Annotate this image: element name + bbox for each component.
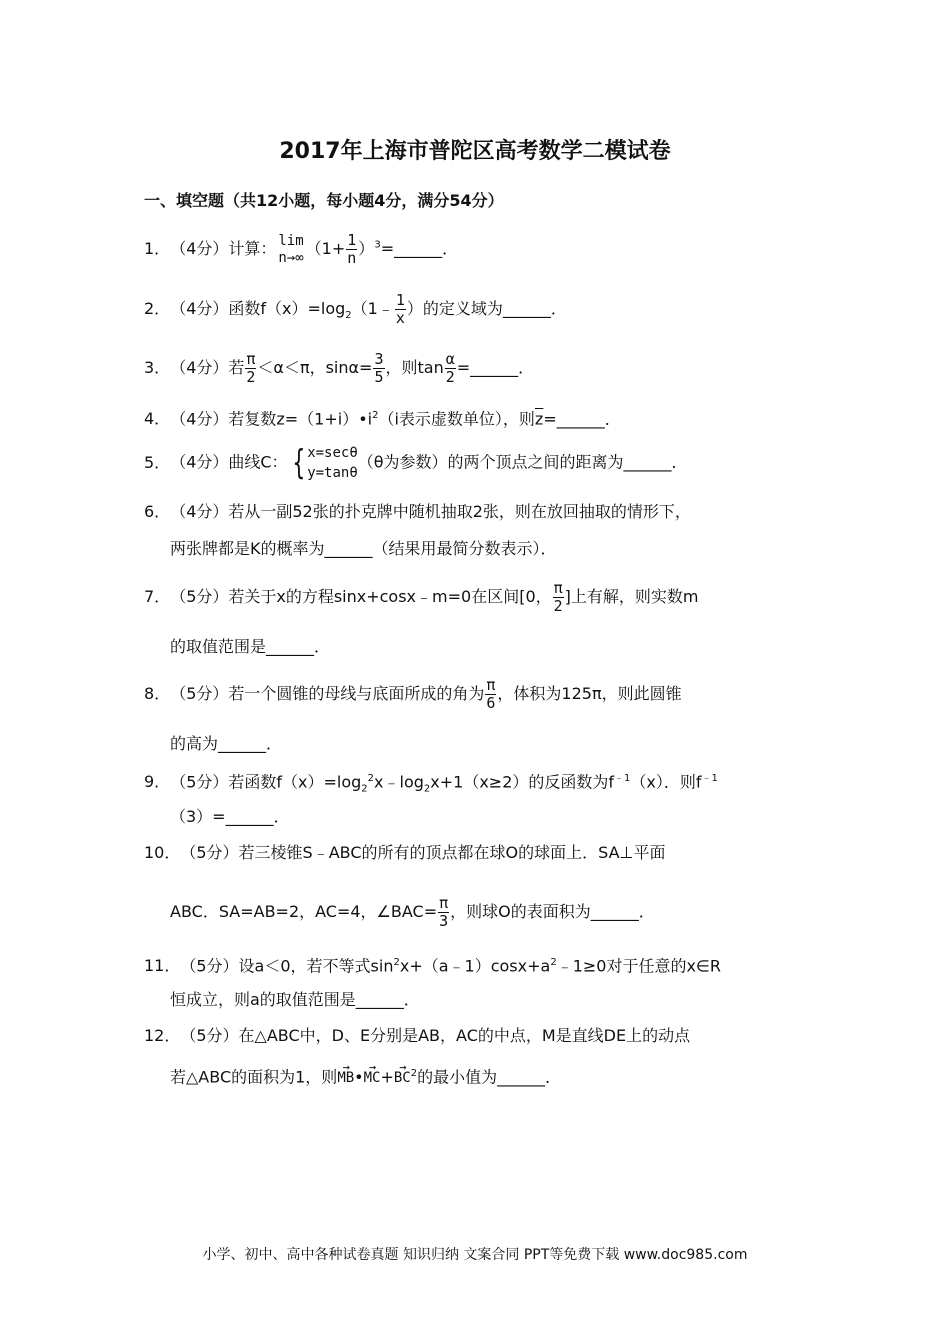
question-12-line2: 若△ABC的面积为1，则→ MB•→ $MC+\to BC^2$的最小值为______．	[170, 1063, 561, 1089]
question-number: 4．	[144, 409, 171, 429]
fraction: $\frac{3}{5}$	[374, 350, 384, 386]
fraction: $\frac{\alpha}{2}$	[445, 350, 455, 386]
question-7-line2: 的取值范围是______．	[170, 637, 331, 656]
left-brace: {	[291, 443, 305, 483]
question-number: 7．	[144, 587, 171, 606]
question-10: 10．（5分）若三棱锥S﹣ABC的所有的顶点都在球O的球面上．SA⊥平面	[144, 843, 666, 862]
question-number: 6．	[144, 502, 171, 521]
question-number: 12．	[144, 1026, 181, 1045]
question-8: 8．（5分）若一个圆锥的母线与底面所成的角为 $\frac{\pi}{6}$ ，体积为125π，则此圆锥	[144, 676, 682, 712]
fraction: $\frac{\pi}{3}$	[439, 894, 449, 930]
fraction: $\frac{\pi}{2}$	[553, 579, 563, 615]
question-11: 11．（5分）设a＜0，若不等式$\sin^2x+(a﹣1)\cos x+a^2﹣1\ge 0$对于任意的x∈R	[144, 956, 721, 976]
page-footer: 小学、初中、高中各种试卷真题 知识归纳 文案合同 PPT等免费下载 www.doc985.com	[202, 1247, 748, 1263]
equation-system: x=secθ y=tanθ	[307, 445, 358, 481]
question-4: 4．（4分）若复数$z=(1+i)•i^2(i$表示虚数单位），则$\overline{z}=\_\_\_\_\_\_$．	[144, 409, 621, 429]
section-heading: 一、填空题（共12小题，每小题4分，满分54分）	[144, 191, 504, 210]
question-7: 7．（5分）若关于x的方程sinx+cosx﹣m=0在区间[0， $\frac{\pi}{2}$ ]上有解，则实数m	[144, 579, 699, 615]
question-number: 10．	[144, 843, 181, 862]
question-2: 2．（4分）函数$f(x)=\log_2(1﹣$ $\frac{1}{x}$ ）的定义域为______．	[144, 291, 567, 327]
question-9: 9．（5分）若函数$f(x)=\log_2^2x﹣\log_2x+1(x\ge 2)$的反函数为$f^{﹣1}(x)$．则$f^{﹣1}$	[144, 772, 718, 795]
fraction: $\frac{\pi}{6}$	[486, 676, 496, 712]
question-12: 12．（5分）在△ABC中，D、E分别是AB，AC的中点，M是直线DE上的动点	[144, 1026, 691, 1045]
fraction: $\frac{\pi}{2}$	[246, 350, 256, 386]
question-number: 9．	[144, 772, 171, 792]
question-number: 11．	[144, 956, 181, 976]
question-number: 8．	[144, 684, 171, 703]
question-number: 1．	[144, 239, 171, 258]
question-10-line2: ABC．SA=AB=2，AC=4，∠BAC= $\frac{\pi}{3}$ ，则球O的表面积为______．	[170, 894, 655, 930]
question-3: 3．（4分）若 $\frac{\pi}{2}$ ＜α＜π，sinα= $\frac{3}{5}$ ，则tan $\frac{\alpha}{2}$ =______．	[144, 350, 535, 386]
question-1: 1．（4分）计算： lim n→∞ （1+ $\frac{1}{n}$ ）$^3$=______．	[144, 231, 459, 267]
question-6-line2: 两张牌都是K的概率为______（结果用最简分数表示）．	[170, 539, 557, 558]
page-title: 2017年上海市普陀区高考数学二模试卷	[279, 139, 671, 164]
question-number: 3．	[144, 358, 171, 377]
limit-expression: lim n→∞	[278, 232, 304, 266]
fraction: $\frac{1}{x}$	[395, 291, 405, 327]
question-5: 5．（4分）曲线C： { x=secθ y=tanθ （θ为参数）的两个顶点之间的距离为______．	[144, 443, 688, 483]
question-number: 2．	[144, 299, 171, 318]
vector-mc: → MC	[364, 1067, 381, 1089]
question-9-line2: （3）=______．	[170, 807, 290, 826]
question-11-line2: 恒成立，则a的取值范围是______．	[170, 990, 420, 1009]
question-6: 6．（4分）若从一副52张的扑克牌中随机抽取2张，则在放回抽取的情形下，	[144, 502, 691, 521]
vector-mb: → MB	[337, 1067, 354, 1089]
conjugate-z: $\overline{z}$	[534, 409, 544, 429]
fraction: $\frac{1}{n}$	[347, 231, 357, 267]
question-number: 5．	[144, 452, 171, 472]
question-8-line2: 的高为______．	[170, 734, 283, 753]
vector-bc: → BC	[394, 1067, 411, 1089]
